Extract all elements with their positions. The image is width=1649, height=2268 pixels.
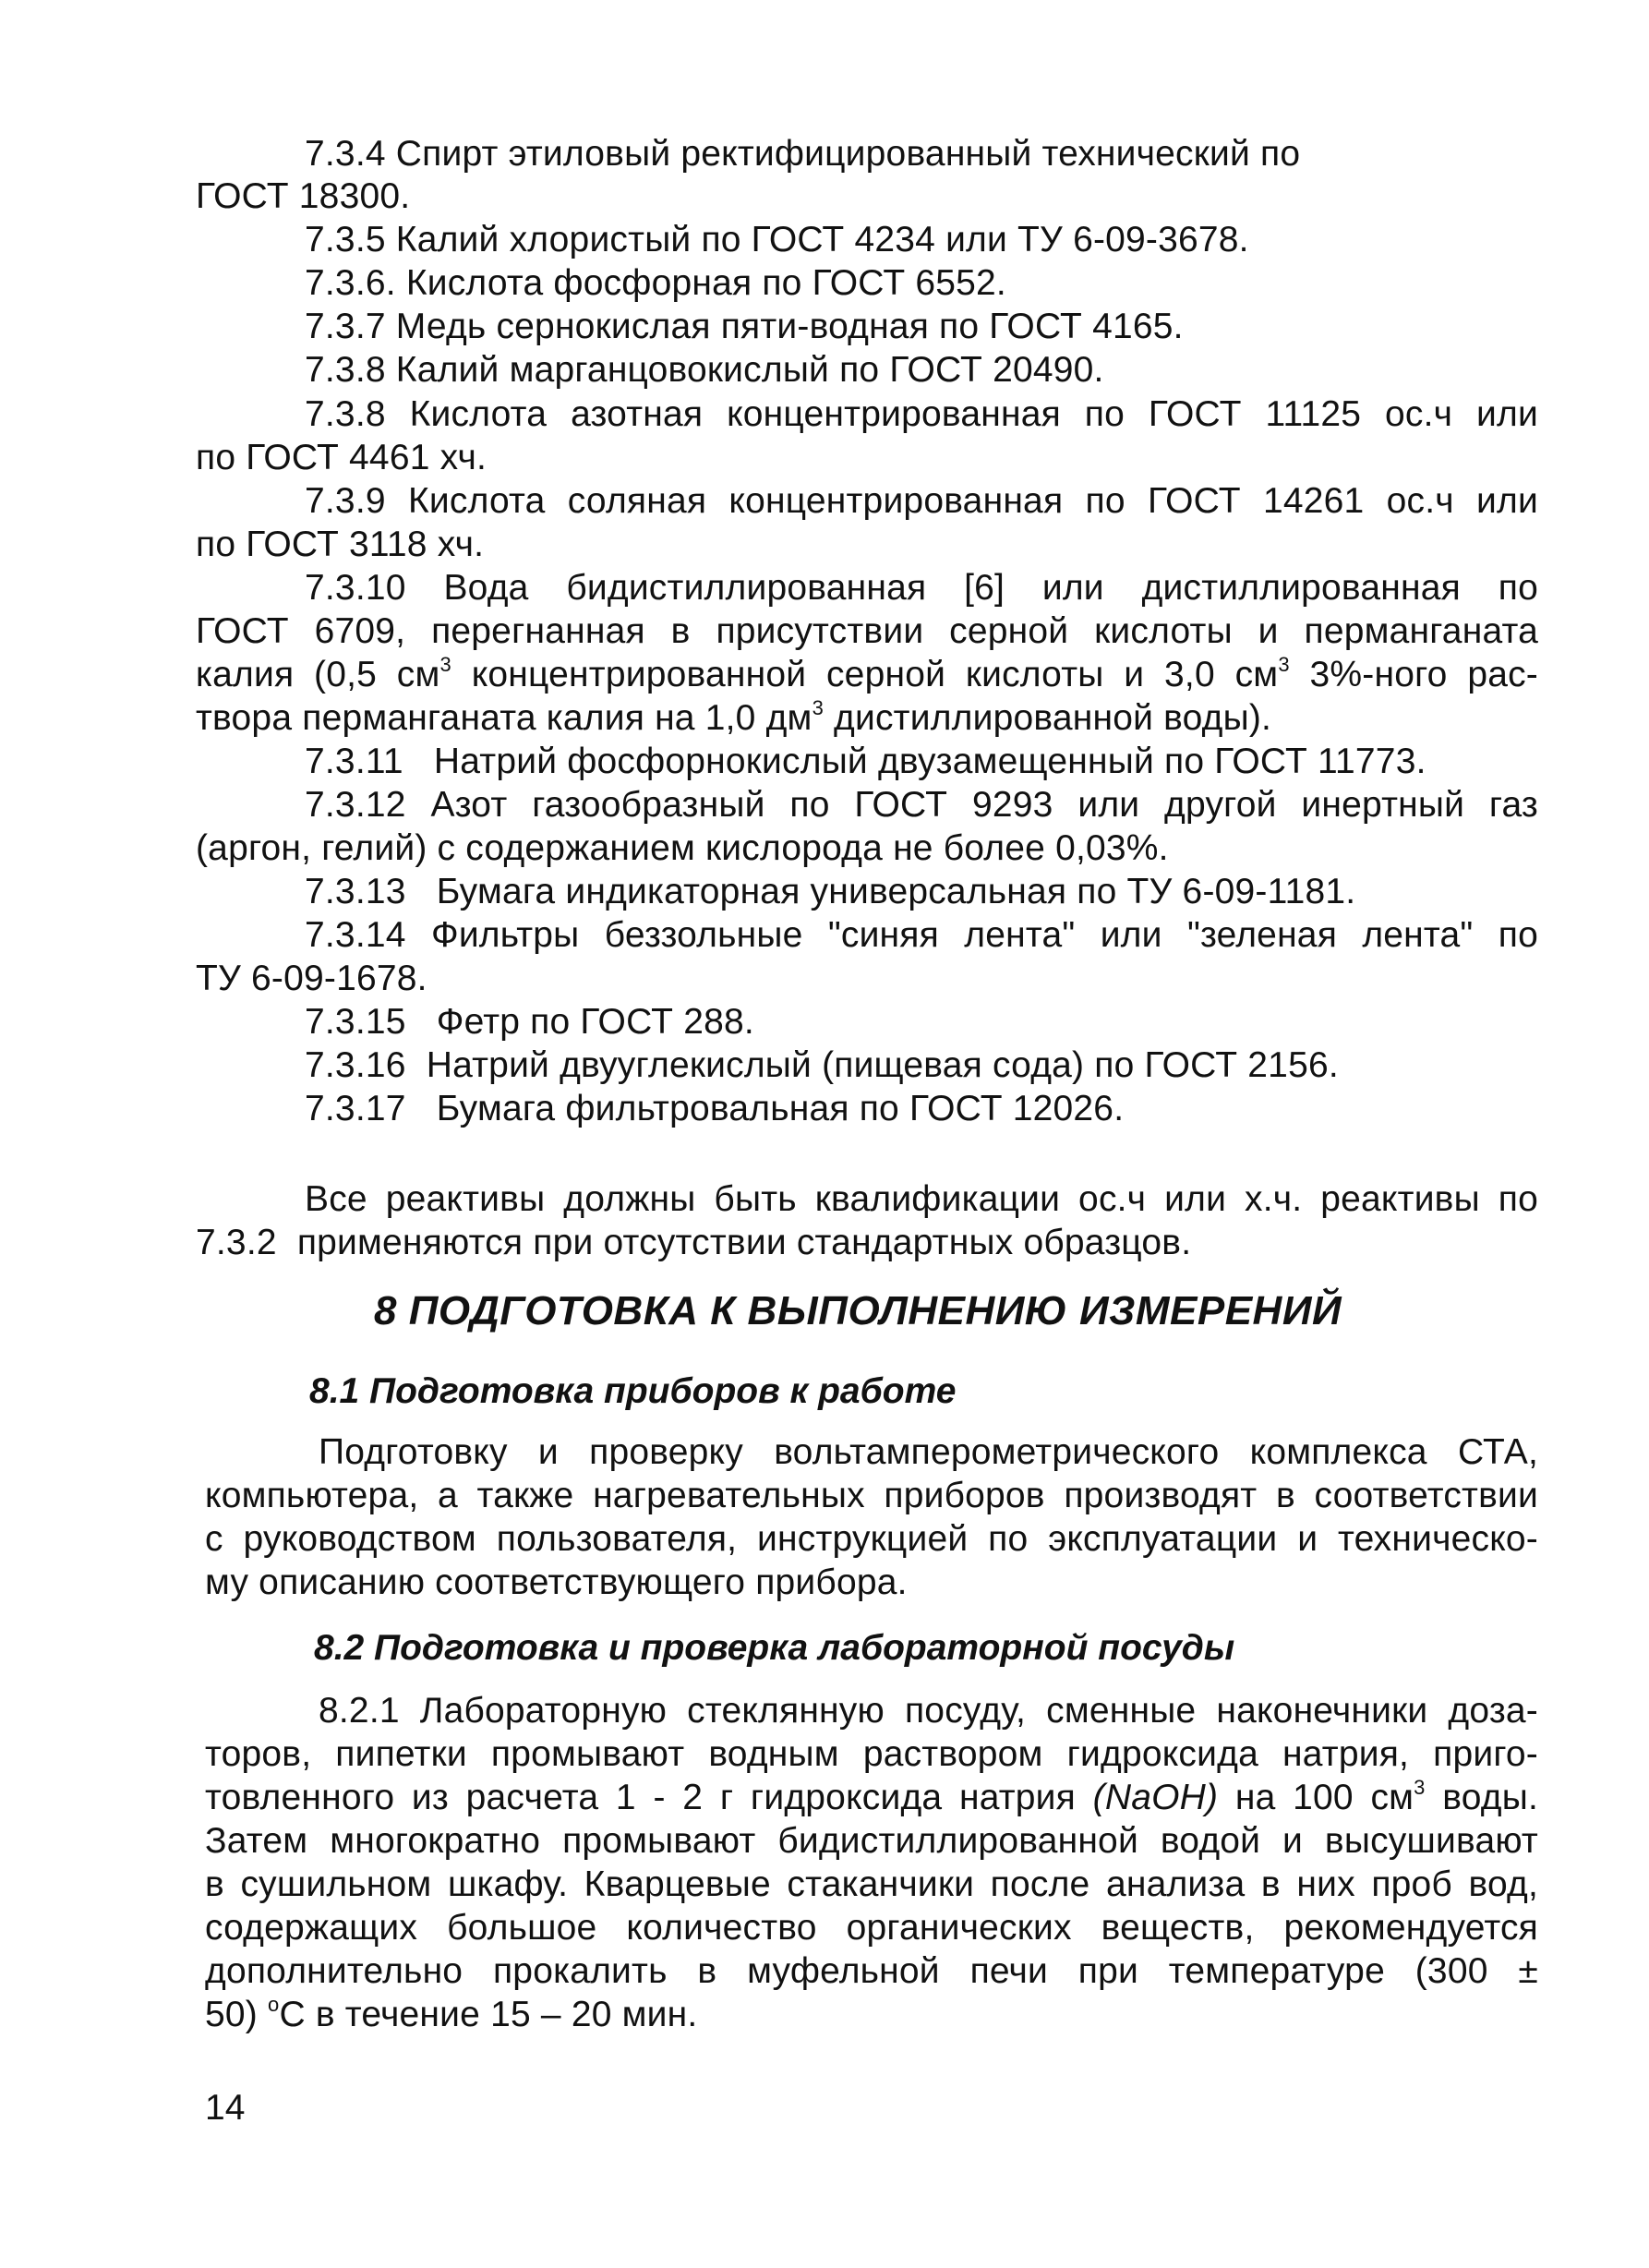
item-7-3-14-cont: ТУ 6-09-1678. [196, 959, 427, 998]
subsection-8-1-line3: с руководством пользователя, инструкцией по эксплуатации и техническо- [205, 1519, 1538, 1559]
item-7-3-14: 7.3.14 Фильтры беззольные "синяя лента" или "зеленая лента" по [305, 915, 1538, 955]
item-7-3-11: 7.3.11 Натрий фосфорнокислый двузамещенный по ГОСТ 11773. [305, 742, 1426, 781]
item-7-3-7: 7.3.7 Медь сернокислая пяти-водная по ГОСТ 4165. [305, 307, 1184, 346]
item-7-3-15: 7.3.15 Фетр по ГОСТ 288. [305, 1002, 754, 1042]
reagents-note: Все реактивы должны быть квалификации ос.ч или х.ч. реактивы по [305, 1179, 1538, 1219]
item-7-3-4: 7.3.4 Спирт этиловый ректифицированный технический по [305, 134, 1301, 174]
paragraph-8-2-1-line1: 8.2.1 Лабораторную стеклянную посуду, сменные наконечники доза- [319, 1691, 1538, 1731]
item-7-3-4-cont: ГОСТ 18300. [196, 176, 411, 216]
item-7-3-13: 7.3.13 Бумага индикаторная универсальная по ТУ 6-09-1181. [305, 872, 1356, 911]
item-7-3-12: 7.3.12 Азот газообразный по ГОСТ 9293 или другой инертный газ [305, 785, 1538, 825]
item-7-3-9-cont: по ГОСТ 3118 хч. [196, 525, 485, 564]
subsection-8-1-line4: му описанию соответствующего прибора. [205, 1562, 908, 1602]
section-8-title: 8 ПОДГОТОВКА К ВЫПОЛНЕНИЮ ИЗМЕРЕНИЙ [374, 1288, 1342, 1333]
subsection-8-1-title: 8.1 Подготовка приборов к работе [309, 1371, 957, 1411]
page-number: 14 [205, 2088, 246, 2128]
item-7-3-6: 7.3.6. Кислота фосфорная по ГОСТ 6552. [305, 263, 1006, 303]
subsection-8-2-title: 8.2 Подготовка и проверка лабораторной посуды [314, 1628, 1235, 1668]
item-7-3-16: 7.3.16 Натрий двууглекислый (пищевая сода) по ГОСТ 2156. [305, 1045, 1339, 1085]
item-7-3-8-a: 7.3.8 Калий марганцовокислый по ГОСТ 20490. [305, 350, 1104, 390]
paragraph-8-2-1-line6: содержащих большое количество органических веществ, рекомендуется [205, 1908, 1538, 1948]
item-7-3-17: 7.3.17 Бумага фильтровальная по ГОСТ 12026. [305, 1089, 1125, 1128]
reagents-note-cont: 7.3.2 применяются при отсутствии стандартных образцов. [196, 1223, 1192, 1262]
item-7-3-8-b-cont: по ГОСТ 4461 хч. [196, 438, 487, 477]
item-7-3-9: 7.3.9 Кислота соляная концентрированная по ГОСТ 14261 ос.ч или [305, 481, 1538, 521]
subsection-8-1-line2: компьютера, а также нагревательных приборов производят в соответствии [205, 1476, 1538, 1515]
item-7-3-10-line2: ГОСТ 6709, перегнанная в присутствии серной кислоты и перманганата [196, 611, 1538, 651]
naoh-formula: (NaOH) [1092, 1778, 1219, 1817]
item-7-3-10: 7.3.10 Вода бидистиллированная [6] или дистиллированная по [305, 568, 1538, 608]
paragraph-8-2-1-line8: 50) $^о$С в течение 15 – 20 мин. [205, 1993, 698, 2034]
item-7-3-10-line3: калия (0,5 $см^3$ концентрированной серной кислоты и 3,0 $см^3$ 3%-ного рас- [196, 653, 1538, 694]
item-7-3-5: 7.3.5 Калий хлористый по ГОСТ 4234 или ТУ 6-09-3678. [305, 220, 1249, 259]
item-7-3-8-b: 7.3.8 Кислота азотная концентрированная по ГОСТ 11125 ос.ч или [305, 394, 1538, 434]
paragraph-8-2-1-line3: товленного из расчета 1 - 2 г гидроксида натрия (NaOH) на 100 $см^3$ воды. [205, 1776, 1539, 1817]
paragraph-8-2-1-line7: дополнительно прокалить в муфельной печи при температуре (300 ± [205, 1951, 1538, 1991]
item-7-3-10-line4: твора перманганата калия на 1,0 $дм^3$ дистиллированной воды). [196, 696, 1272, 738]
paragraph-8-2-1-line5: в сушильном шкафу. Кварцевые стаканчики после анализа в них проб вод, [205, 1864, 1538, 1904]
subsection-8-1-line1: Подготовку и проверку вольтамперометрического комплекса СТА, [319, 1432, 1538, 1472]
paragraph-8-2-1-line4: Затем многократно промывают бидистиллированной водой и высушивают [205, 1821, 1538, 1861]
paragraph-8-2-1-line2: торов, пипетки промывают водным раствором гидроксида натрия, приго- [205, 1734, 1538, 1774]
item-7-3-12-cont: (аргон, гелий) с содержанием кислорода не более 0,03%. [196, 828, 1169, 868]
